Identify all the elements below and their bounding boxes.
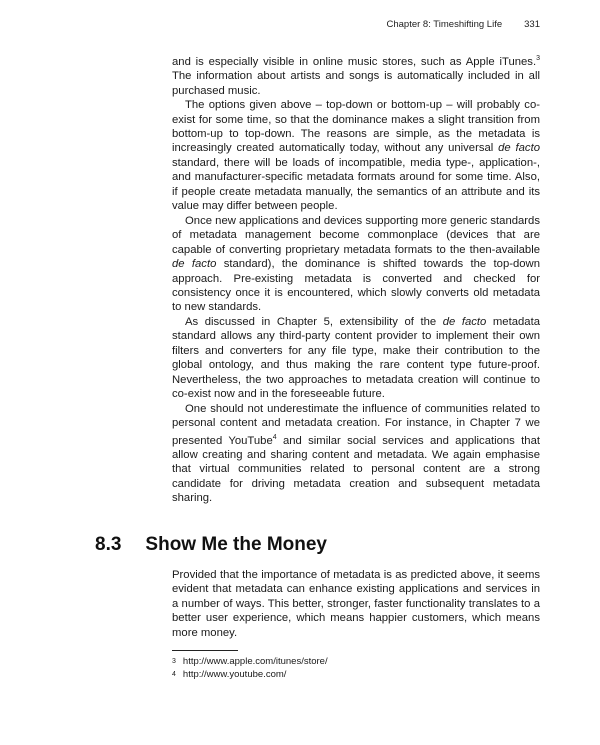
page-number: 331 (524, 19, 540, 30)
paragraph-text: Once new applications and devices supporting more generic standards of metadata management become commonplace (devices that are capable of converting proprietary metadata formats to the then-available (172, 214, 540, 256)
paragraph-text: metadata standard allows any third-party content provider to implement their own filters and converters for any file type, make their contribution to the global ontology, and thus making the rare content type future-proof. Nevertheless, the two approaches to metadata creation will continue to co-exist now and in the foreseeable future. (172, 315, 540, 401)
footnote (172, 655, 328, 668)
paragraph-text: standard), the dominance is shifted towards the top-down approach. Pre-existing metadata is converted and checked for consistency once it is encountered, which slowly converts old metadata to new standards. (172, 258, 540, 314)
paragraph (172, 52, 540, 98)
section-title: Show Me the Money (145, 534, 327, 555)
paragraph (172, 315, 540, 402)
emphasis: de facto (498, 142, 540, 155)
paragraph-text: and is especially visible in online music stores, such as Apple iTunes. (172, 55, 537, 68)
running-header (386, 19, 540, 30)
footnote-ref[interactable]: 4 (272, 433, 277, 441)
paragraph (172, 402, 540, 506)
footnote (172, 668, 328, 681)
footnote-mark: 3 (172, 658, 176, 665)
footnote-ref[interactable]: 3 (536, 55, 540, 62)
paragraph-text: As discussed in Chapter 5, extensibility of the (185, 315, 443, 328)
paragraph-text: The information about artists and songs is automatically included in all purchased music. (172, 70, 540, 97)
footnotes (172, 655, 328, 681)
paragraph-text: and similar social services and applications that allow creating and sharing content and metadata. We again emphasise that virtual communities related to personal content are a strong candidate for driving metadata creation and subsequent metadata sharing. (172, 434, 540, 505)
footnote-mark: 4 (172, 671, 176, 678)
section-number: 8.3 (95, 534, 122, 555)
section-heading (95, 534, 327, 556)
paragraph-text: The options given above – top-down or bottom-up – will probably co-exist for some time, so that the dominance makes a slight transition from bottom-up to top-down. The reasons are simple, as the metadata is increasingly created automatically today, without any universal (172, 99, 540, 155)
paragraph (172, 98, 540, 214)
emphasis: de facto (172, 258, 217, 271)
footnote-divider (172, 650, 238, 651)
body-text (172, 52, 540, 506)
paragraph: Provided that the importance of metadata is as predicted above, it seems evident that metadata can enhance existing applications and services in a number of ways. This better, stronger, faster functionality translates to a better user experience, which means happier customers, which means more money. (172, 569, 540, 639)
paragraph-text: standard, there will be loads of incompatible, media type-, application-, and manufacturer-specific metadata formats around for some time. Also, if people create metadata manually, the semantics of an attribute and its value may differ between people. (172, 156, 540, 213)
footnote-link[interactable]: http://www.apple.com/itunes/store/ (182, 656, 328, 667)
section-body (172, 568, 540, 640)
chapter-title: Chapter 8: Timeshifting Life (386, 19, 503, 30)
footnote-link[interactable]: http://www.youtube.com/ (182, 669, 287, 680)
emphasis: de facto (442, 315, 487, 328)
paragraph (172, 214, 540, 315)
paragraph-text: One should not underestimate the influence of communities related to personal content and metadata creation. For instance, in Chapter 7 we presented YouTube (172, 402, 540, 447)
